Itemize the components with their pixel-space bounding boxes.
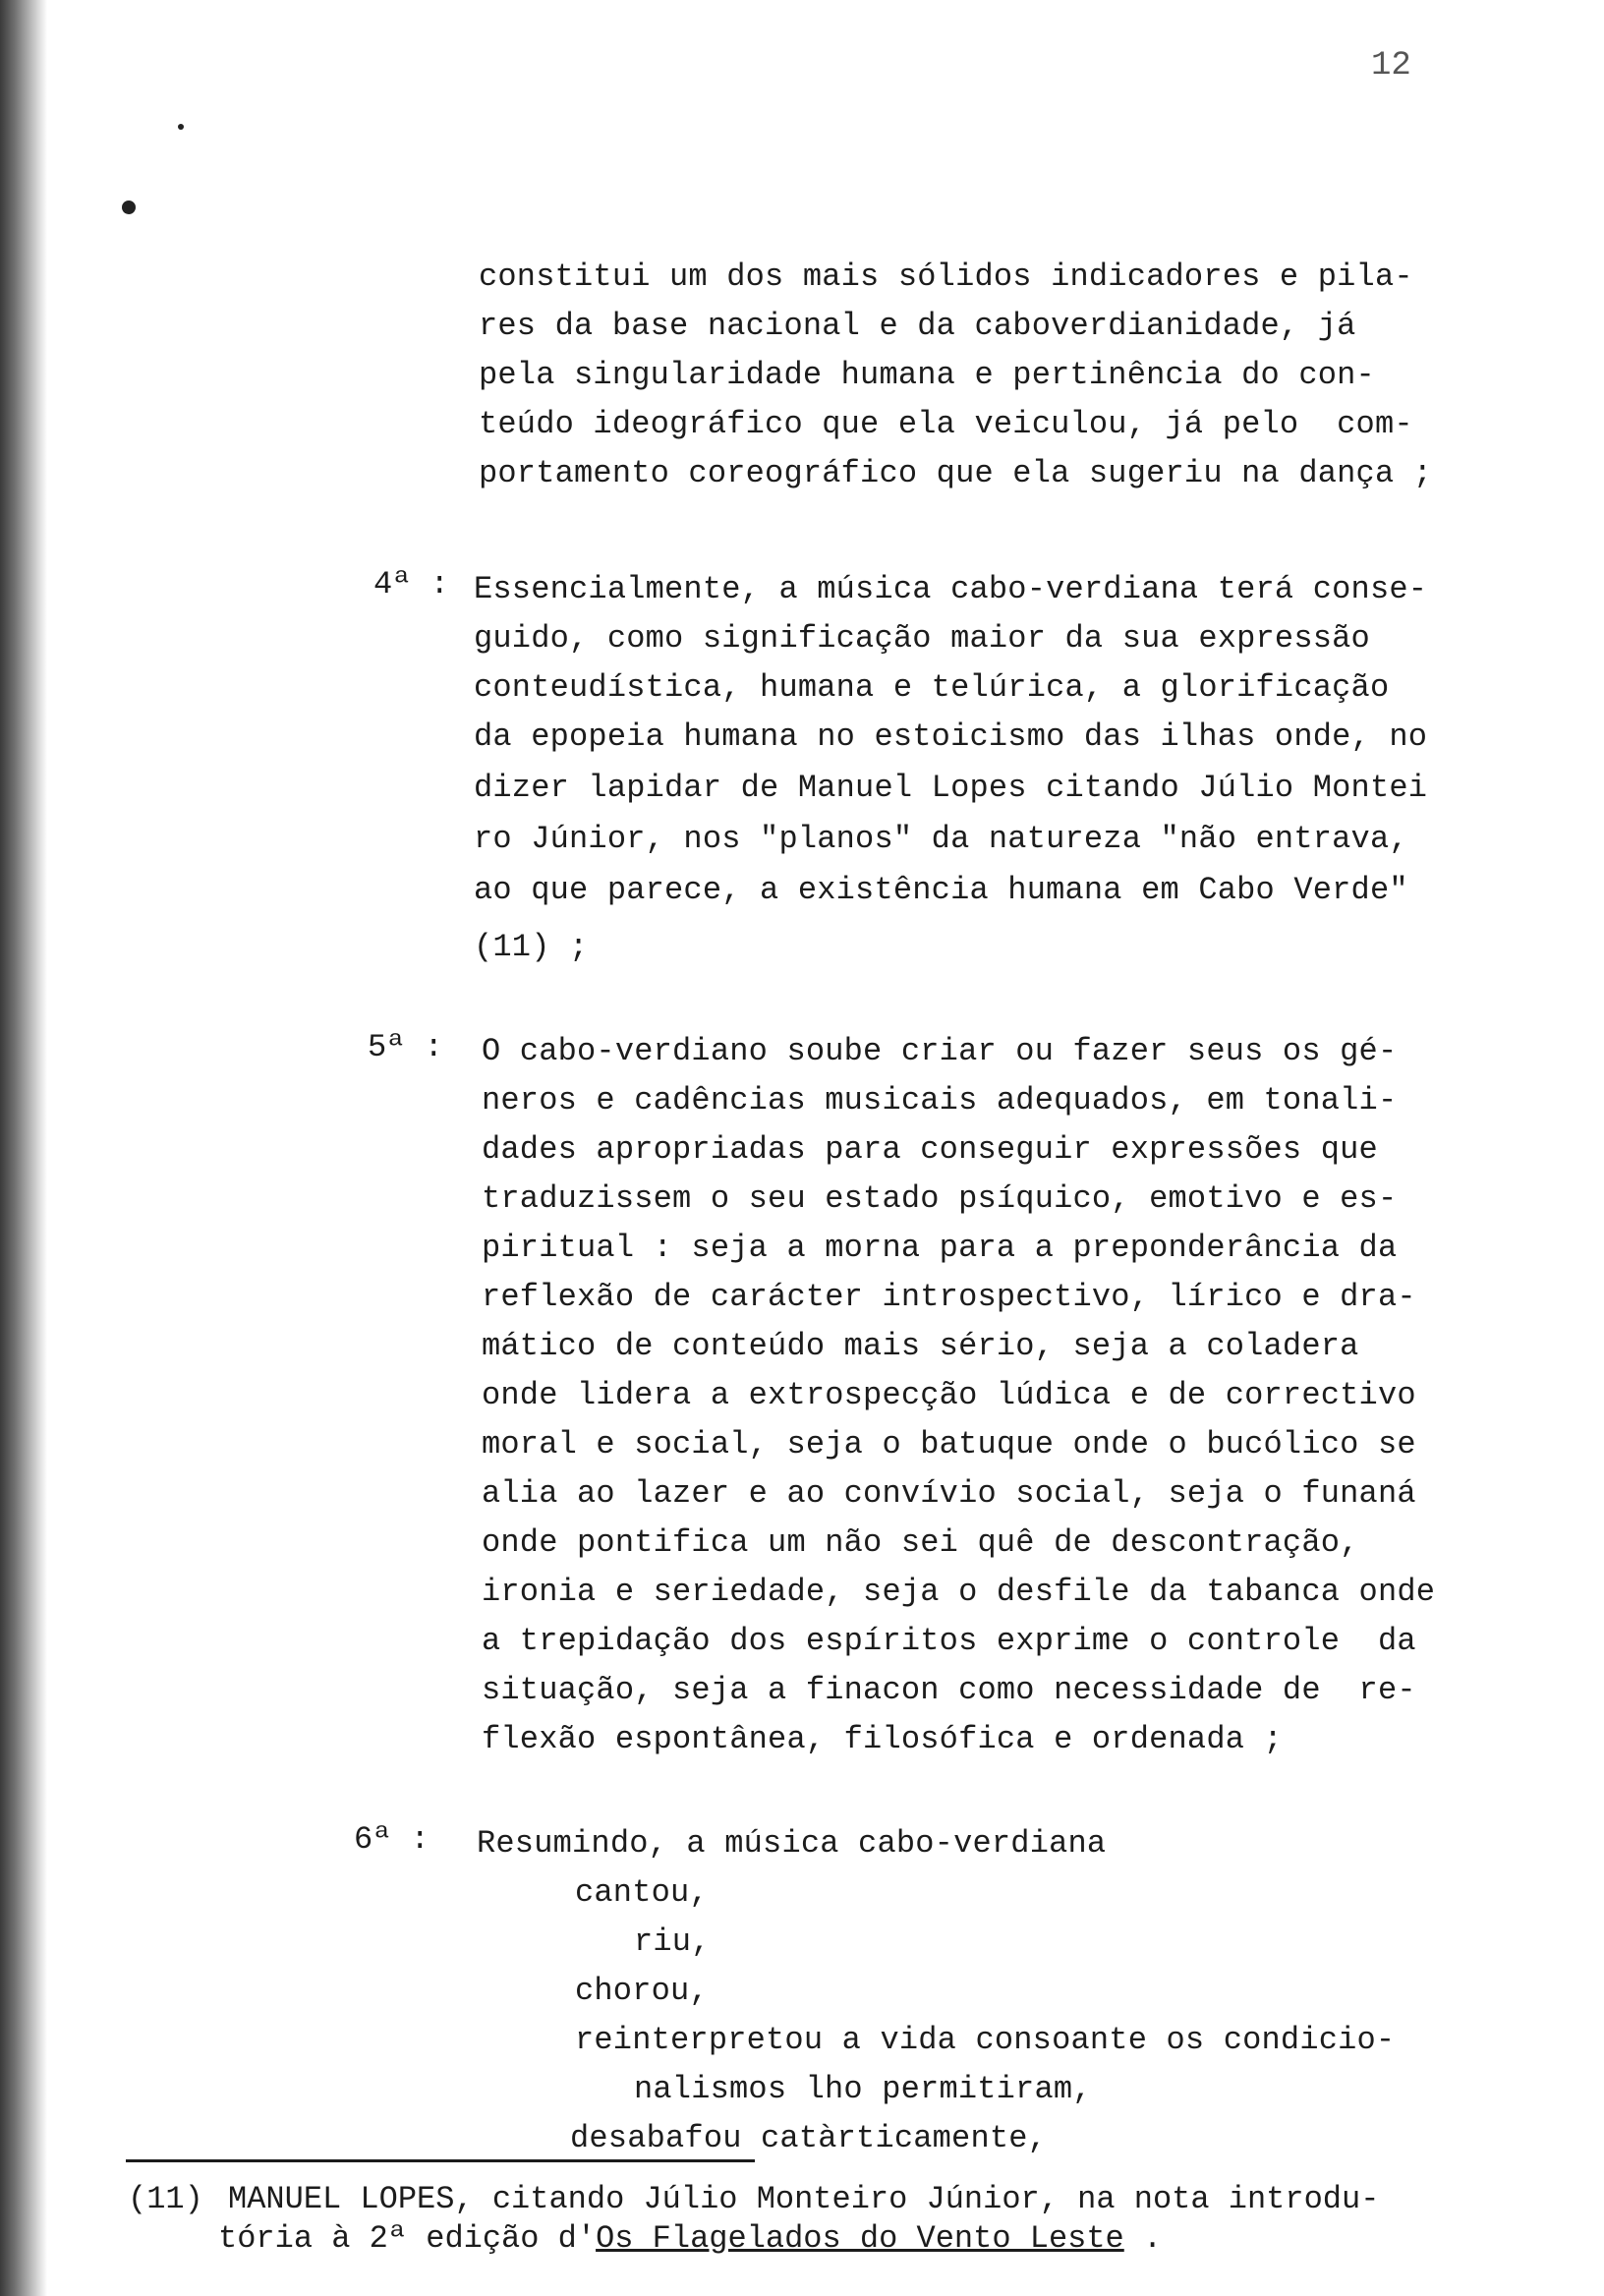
text-line: conteudística, humana e telúrica, a glorificação <box>474 669 1390 706</box>
text-line: chorou, <box>575 1973 709 2009</box>
item-marker: 5ª : <box>368 1029 443 1065</box>
text-line: situação, seja a finacon como necessidade de re- <box>482 1672 1416 1708</box>
text-line: teúdo ideográfico que ela veiculou, já pelo com- <box>479 406 1413 442</box>
text-line: Essencialmente, a música cabo-verdiana terá conse- <box>474 571 1428 607</box>
text-line: (11) ; <box>474 929 589 965</box>
text-line: portamento coreográfico que ela sugeriu na dança ; <box>479 455 1433 491</box>
text-line: da epopeia humana no estoicismo das ilhas onde, no <box>474 718 1428 755</box>
footnote-text: . <box>1123 2220 1163 2257</box>
text-line: cantou, <box>575 1874 709 1911</box>
text-line: O cabo-verdiano soube criar ou fazer seus os gé- <box>482 1033 1398 1069</box>
text-line: ro Júnior, nos "planos" da natureza "não entrava, <box>474 821 1408 857</box>
page-number: 12 <box>1371 47 1411 85</box>
text-line: dizer lapidar de Manuel Lopes citando Júlio Montei <box>474 770 1428 806</box>
text-line: neros e cadências musicais adequados, em tonali- <box>482 1082 1398 1119</box>
text-line: riu, <box>634 1923 711 1960</box>
footnote-line-2 <box>218 2219 1162 2259</box>
scan-speck <box>122 201 136 214</box>
scan-edge-shadow <box>0 0 47 2296</box>
item-marker: 6ª : <box>354 1821 430 1858</box>
text-line: alia ao lazer e ao convívio social, seja o funaná <box>482 1475 1416 1512</box>
text-line: onde pontifica um não sei quê de descontração, <box>482 1524 1359 1561</box>
text-line: onde lidera a extrospecção lúdica e de correctivo <box>482 1377 1416 1413</box>
text-line: res da base nacional e da caboverdianidade, já <box>479 308 1356 344</box>
text-line: constitui um dos mais sólidos indicadores e pila- <box>479 258 1413 295</box>
scan-speck <box>178 124 184 130</box>
text-line: reinterpretou a vida consoante os condicio- <box>575 2022 1396 2058</box>
text-line: reflexão de carácter introspectivo, lírico e dra- <box>482 1279 1416 1315</box>
text-line: Resumindo, a música cabo-verdiana <box>477 1825 1107 1862</box>
text-line: ironia e seriedade, seja o desfile da tabanca onde <box>482 1574 1436 1610</box>
text-line: ao que parece, a existência humana em Cabo Verde" <box>474 872 1408 908</box>
text-line: a trepidação dos espíritos exprime o controle da <box>482 1623 1416 1659</box>
text-line: nalismos lho permitiram, <box>634 2071 1092 2107</box>
text-line: desabafou catàrticamente, <box>570 2120 1048 2156</box>
footnote-line: MANUEL LOPES, citando Júlio Monteiro Júnior, na nota introdu- <box>228 2181 1380 2217</box>
item-marker: 4ª : <box>373 566 449 603</box>
footnote-ref: (11) <box>128 2181 203 2217</box>
footnote-text: tória à 2ª edição d' <box>218 2220 597 2257</box>
text-line: moral e social, seja o batuque onde o bucólico se <box>482 1426 1416 1463</box>
text-line: traduzissem o seu estado psíquico, emotivo e es- <box>482 1180 1398 1217</box>
text-line: pela singularidade humana e pertinência do con- <box>479 357 1375 393</box>
text-line: guido, como significação maior da sua expressão <box>474 620 1370 657</box>
text-line: flexão espontânea, filosófica e ordenada ; <box>482 1721 1283 1757</box>
text-line: piritual : seja a morna para a preponderância da <box>482 1230 1398 1266</box>
text-line: dades apropriadas para conseguir expressões que <box>482 1131 1378 1168</box>
footnote-rule <box>126 2159 755 2162</box>
book-title: Os Flagelados do Vento Leste <box>596 2220 1124 2257</box>
text-line: mático de conteúdo mais sério, seja a coladera <box>482 1328 1359 1364</box>
